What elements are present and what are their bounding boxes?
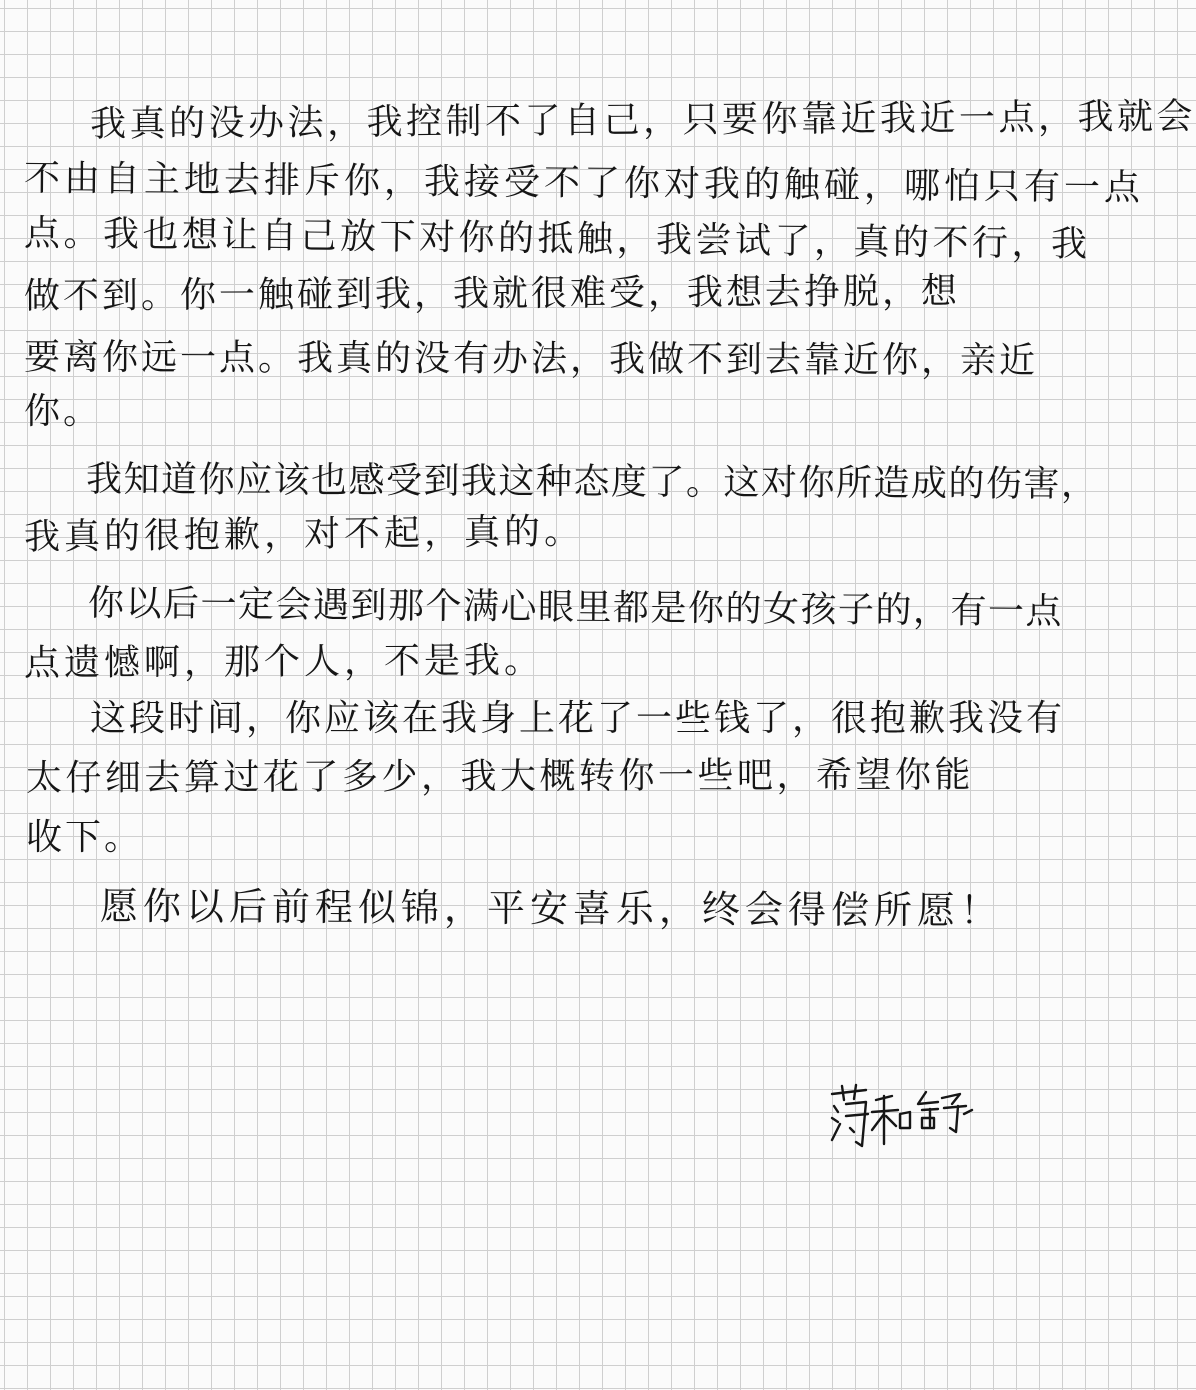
letter-line: 我知道你应该也感受到我这种态度了。这对你所造成的伤害， [85, 459, 1099, 506]
letter-line: 点遗憾啊，那个人，不是我。 [23, 640, 545, 684]
signature [826, 1084, 976, 1154]
letter-line: 你以后一定会遇到那个满心眼里都是你的女孩子的，有一点 [87, 583, 1064, 633]
letter-line: 做不到。你一触碰到我，我就很难受，我想去挣脱，想 [23, 271, 961, 317]
letter-line: 愿你以后前程似锦，平安喜乐，终会得偿所愿！ [99, 884, 1004, 933]
letter-line: 点。我也想让自己放下对你的抵触，我尝试了，真的不行，我 [23, 213, 1091, 266]
letter-line: 不由自主地去排斥你，我接受不了你对我的触碰，哪怕只有一点 [23, 158, 1145, 209]
letter-line: 要离你远一点。我真的没有办法，我做不到去靠近你，亲近 [23, 337, 1039, 382]
letter-line: 太仔细去算过花了多少，我大概转你一些吧，希望你能 [25, 754, 975, 799]
letter-line: 我真的没办法，我控制不了自己，只要你靠近我近一点，我就会 [89, 96, 1196, 145]
letter-line: 你。 [24, 391, 103, 432]
letter-line: 收下。 [26, 817, 144, 858]
letter-line: 这段时间，你应该在我身上花了一些钱了，很抱歉我没有 [90, 698, 1066, 739]
letter-line: 我真的很抱歉，对不起，真的。 [23, 511, 585, 558]
signature-strokes [826, 1084, 976, 1154]
